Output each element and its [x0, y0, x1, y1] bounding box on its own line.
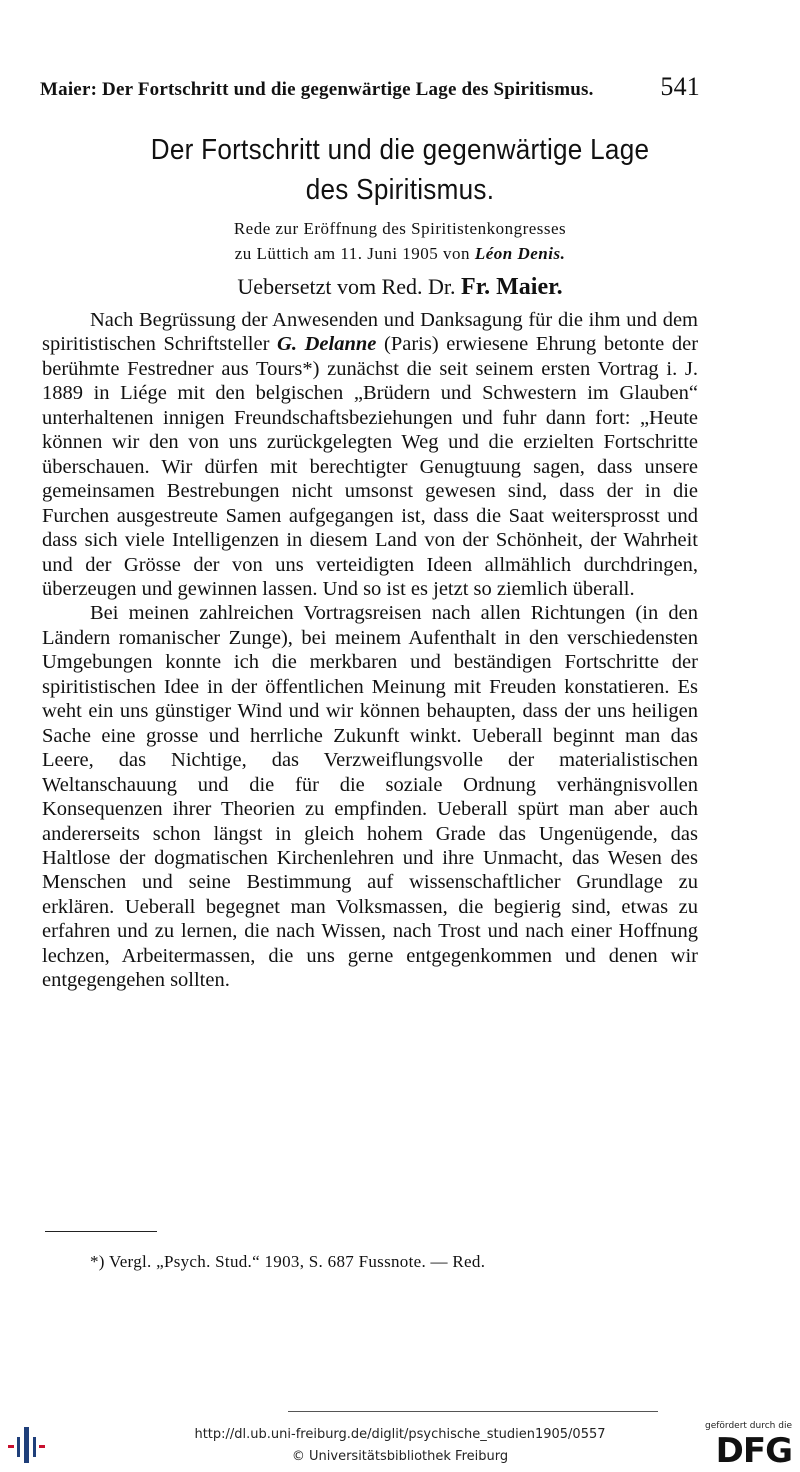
- translator-line: [40, 274, 760, 301]
- author-name: Léon Denis.: [474, 244, 566, 263]
- footnote-divider: [45, 1231, 157, 1232]
- p1-text-a: Nach Begrüssung der Anwesenden und Danksagung für die ihm und dem spiritistischen Schriftsteller: [42, 309, 698, 356]
- translator-prefix: Uebersetzt vom Red. Dr.: [237, 274, 462, 299]
- body-paragraph-1: [42, 308, 698, 601]
- translator-name: Fr. Maier.: [461, 274, 563, 300]
- article-body: [42, 308, 698, 993]
- subtitle-line-2: [40, 244, 760, 264]
- ub-freiburg-logo-icon: [6, 1425, 48, 1465]
- subtitle-line-1: Rede zur Eröffnung des Spiritistenkongresses: [233, 219, 567, 238]
- footnote: *) Vergl. „Psych. Stud.“ 1903, S. 687 Fussnote. — Red.: [90, 1252, 486, 1271]
- running-head: [40, 72, 700, 102]
- footer-divider: [288, 1411, 658, 1412]
- permalink-url[interactable]: http://dl.ub.uni-freiburg.de/diglit/psychische_studien1905/0557: [194, 1427, 606, 1442]
- p1-text-b: (Paris) erwiesene Ehrung betonte der berühmte Festredner aus Tours*) zunächst die seit seinem ersten Vortrag i. J. 1889 in Liége mit den belgischen „Brüdern und Schwestern im Glauben“ unterhaltenen innigen Freundschaftsbeziehungen und fuhr dann fort: „Heute können wir den von uns zurückgelegten Weg und die erzielten Fortschritte überschauen. Wir dürfen mit berechtigter Genugtuung sagen, dass unsere gemeinsamen Bestrebungen nicht umsonst gewesen sind, dass der in die Furchen ausgestreute Samen aufgegangen ist, dass die Saat weitersprosst und dass sich viele Intelligenzen in diesem Land von der Schönheit, der Wahrheit und der Grösse der von uns verteidigten Ideen allmählich durchdringen, überzeugen und gewinnen lassen. Und so ist es jetzt so ziemlich überall.: [42, 333, 699, 600]
- page-number: 541: [660, 72, 700, 101]
- dfg-logo: DFG: [715, 1431, 792, 1471]
- body-paragraph-2: Bei meinen zahlreichen Vortragsreisen nach allen Richtungen (in den Ländern romanischer Zunge), bei meinem Aufenthalt in den verschiedensten Umgebungen konnte ich die merkbaren und beständigen Fortschritte der spiritistischen Idee in der öffentlichen Meinung mit Freuden konstatieren. Es weht ein uns günstiger Wind und wir können behaupten, dass der uns heiligen Sache eine grosse und herrliche Zukunft winkt. Ueberall beginnt man das Leere, das Nichtige, das Verzweiflungsvolle der materialistischen Weltanschauung und die für die soziale Ordnung verhängnisvollen Konsequenzen ihrer Theorien zu empfinden. Ueberall spürt man aber auch andererseits schon längst in gleich hohem Grade das Ungenügende, das Haltlose der dogmatischen Kirchenlehren und ihre Unmacht, das Wesen des Menschen und seine Bestimmung auf wissenschaftlicher Grundlage zu erklären. Ueberall begegnet man Volksmassen, die begierig sind, etwas zu erfahren und zu lernen, die nach Wissen, nach Trost und nach einer Hoffnung lechzen, Arbeitermassen, die uns gerne entgegenkommen und denen wir entgegengehen sollten.: [42, 602, 698, 992]
- subtitle-prefix: zu Lüttich am 11. Juni 1905 von: [234, 244, 475, 263]
- copyright-notice: © Universitätsbibliothek Freiburg: [291, 1449, 509, 1464]
- p1-person-name: G. Delanne: [277, 333, 377, 356]
- article-title-line-2: des Spiritismus.: [305, 174, 495, 206]
- funding-note: gefördert durch die: [705, 1421, 792, 1431]
- running-head-title: Maier: Der Fortschritt und die gegenwärtige Lage des Spiritismus.: [40, 79, 594, 100]
- article-title-line-1: Der Fortschritt und die gegenwärtige Lage: [150, 134, 650, 166]
